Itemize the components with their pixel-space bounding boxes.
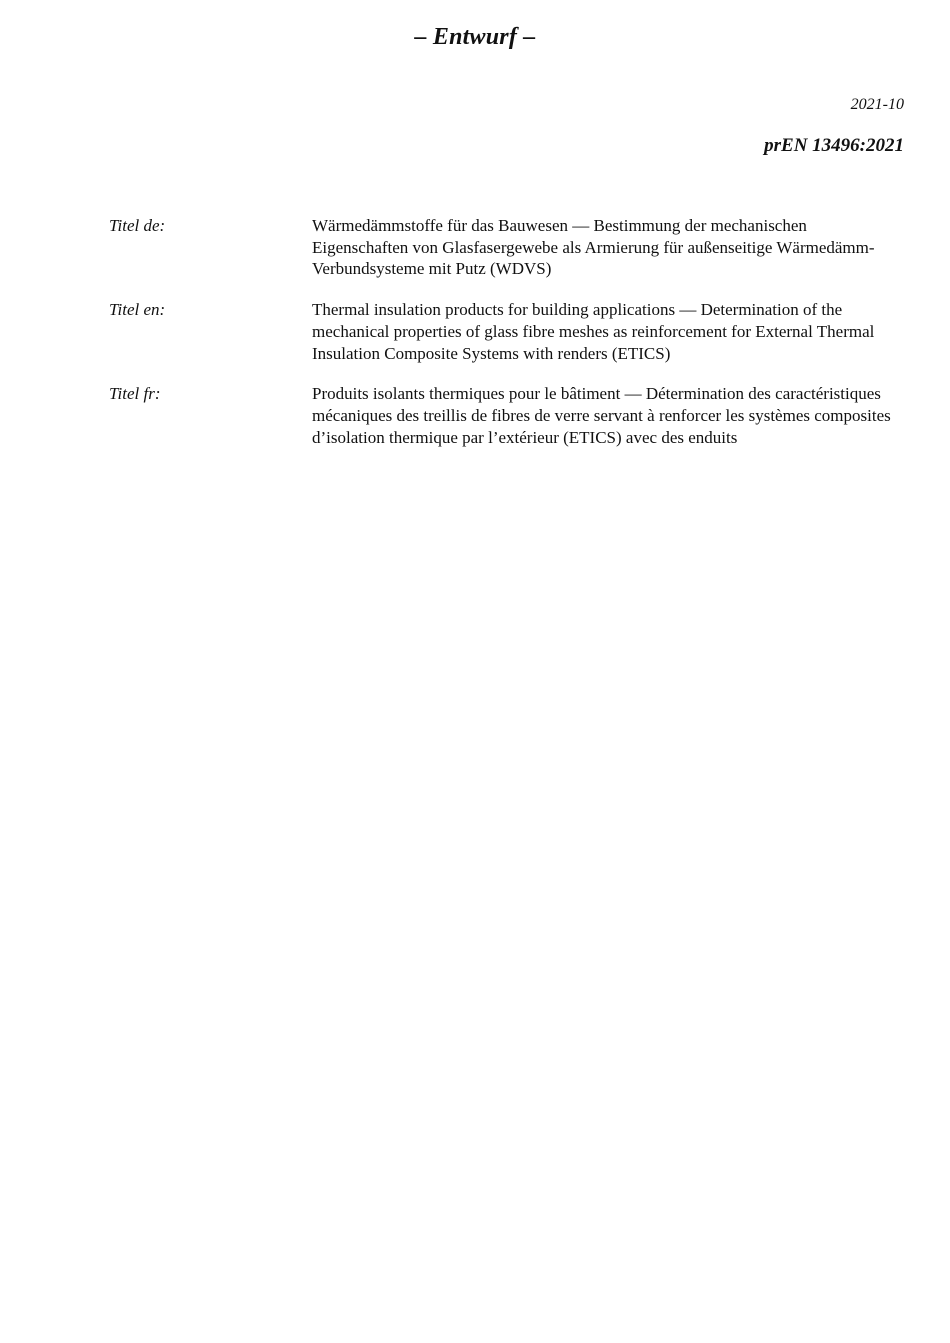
title-text-de: Wärmedämmstoffe für das Bauwesen — Bestimmung der mechanischen Eigenschaften von Glasfasergewebe als Armierung für außenseitige Wärmedämm-Verbundsysteme mit Putz (WDVS) [312,216,875,279]
title-text-en: Thermal insulation products for building applications — Determination of the mechanical properties of glass fibre meshes as reinforcement for External Thermal Insulation Composite Systems with renders (ETICS) [312,300,875,363]
draft-heading: – Entwurf – [414,24,536,50]
title-label-fr: Titel fr: [109,384,161,404]
titles-table [109,215,904,467]
title-row-en [109,299,904,364]
title-label-en: Titel en: [109,300,166,320]
title-label-de: Titel de: [109,216,166,235]
title-row-fr [109,383,904,448]
document-date: 2021-10 [850,96,904,113]
title-text-fr: Produits isolants thermiques pour le bâtiment — Détermination des caractéristiques mécaniques des treillis de fibres de verre servant à renforcer les systèmes composites d’isolation thermique par l’extérieur (ETICS) avec des enduits [312,384,891,447]
document-number: prEN 13496:2021 [764,135,904,156]
title-row-de [109,215,904,280]
